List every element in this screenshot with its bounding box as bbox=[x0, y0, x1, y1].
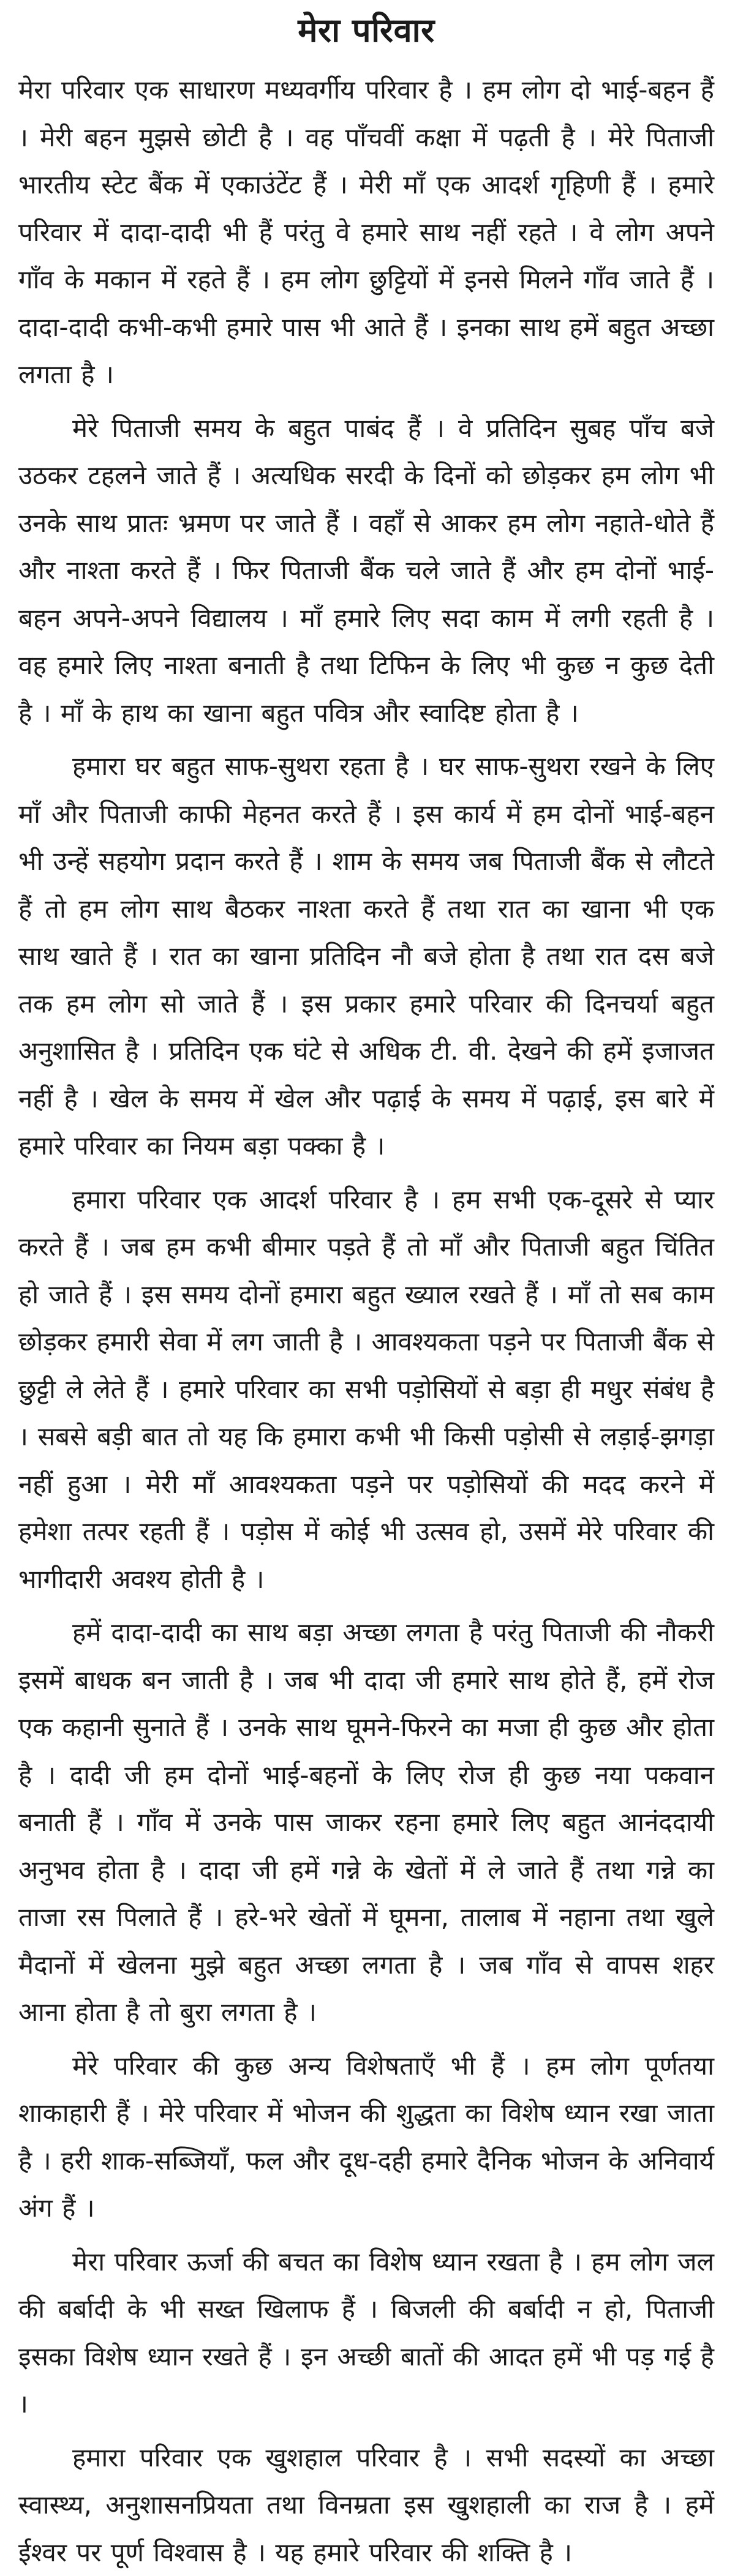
page-title: मेरा परिवार bbox=[18, 6, 714, 55]
paragraph-2: मेरे पिताजी समय के बहुत पाबंद हैं । वे प्रतिदिन सुबह पाँच बजे उठकर टहलने जाते हैं । अत्यधिक सरदी के दिनों को छोड़कर हम लोग भी उनके साथ प्रातः भ्रमण पर जाते हैं । वहाँ से आकर हम लोग नहाते-धोते हैं और नाश्ता करते हैं । फिर पिताजी बैंक चले जाते हैं और हम दोनों भाई-बहन अपने-अपने विद्यालय । माँ हमारे लिए सदा काम में लगी रहती है । वह हमारे लिए नाश्ता बनाती है तथा टिफिन के लिए भी कुछ न कुछ देती है । माँ के हाथ का खाना बहुत पवित्र और स्वादिष्ट होता है । bbox=[18, 405, 714, 737]
paragraph-3: हमारा घर बहुत साफ-सुथरा रहता है । घर साफ-सुथरा रखने के लिए माँ और पिताजी काफी मेहनत करते हैं । इस कार्य में हम दोनों भाई-बहन भी उन्हें सहयोग प्रदान करते हैं । शाम के समय जब पिताजी बैंक से लौटते हैं तो हम लोग साथ बैठकर नाश्ता करते हैं तथा रात का खाना भी एक साथ खाते हैं । रात का खाना प्रतिदिन नौ बजे होता है तथा रात दस बजे तक हम लोग सो जाते हैं । इस प्रकार हमारे परिवार की दिनचर्या बहुत अनुशासित है । प्रतिदिन एक घंटे से अधिक टी. वी. देखने की हमें इजाजत नहीं है । खेल के समय में खेल और पढ़ाई के समय में पढ़ाई, इस बारे में हमारे परिवार का नियम बड़ा पक्का है । bbox=[18, 743, 714, 1170]
paragraph-5: हमें दादा-दादी का साथ बड़ा अच्छा लगता है परंतु पिताजी की नौकरी इसमें बाधक बन जाती है । जब भी दादा जी हमारे साथ होते हैं, हमें रोज एक कहानी सुनाते हैं । उनके साथ घूमने-फिरने का मजा ही कुछ और होता है । दादी जी हम दोनों भाई-बहनों के लिए रोज ही कुछ नया पकवान बनाती हैं । गाँव में उनके पास जाकर रहना हमारे लिए बहुत आनंददायी अनुभव होता है । दादा जी हमें गन्ने के खेतों में ले जाते हैं तथा गन्ने का ताजा रस पिलाते हैं । हरे-भरे खेतों में घूमना, तालाब में नहाना तथा खुले मैदानों में खेलना मुझे बहुत अच्छा लगता है । जब गाँव से वापस शहर आना होता है तो बुरा लगता है । bbox=[18, 1609, 714, 2036]
paragraph-6: मेरे परिवार की कुछ अन्य विशेषताएँ भी हैं । हम लोग पूर्णतया शाकाहारी हैं । मेरे परिवार में भोजन की शुद्धता का विशेष ध्यान रखा जाता है । हरी शाक-सब्जियाँ, फल और दूध-दही हमारे दैनिक भोजन के अनिवार्य अंग हैं । bbox=[18, 2042, 714, 2232]
paragraph-1: मेरा परिवार एक साधारण मध्यवर्गीय परिवार है । हम लोग दो भाई-बहन हैं । मेरी बहन मुझसे छोटी है । वह पाँचवीं कक्षा में पढ़ती है । मेरे पिताजी भारतीय स्टेट बैंक में एकाउंटेंट हैं । मेरी माँ एक आदर्श गृहिणी हैं । हमारे परिवार में दादा-दादी भी हैं परंतु वे हमारे साथ नहीं रहते । वे लोग अपने गाँव के मकान में रहते हैं । हम लोग छुट्टियों में इनसे मिलने गाँव जाते हैं । दादा-दादी कभी-कभी हमारे पास भी आते हैं । इनका साथ हमें बहुत अच्छा लगता है । bbox=[18, 66, 714, 399]
paragraph-7: मेरा परिवार ऊर्जा की बचत का विशेष ध्यान रखता है । हम लोग जल की बर्बादी के भी सख्त खिलाफ हैं । बिजली की बर्बादी न हो, पिताजी इसका विशेष ध्यान रखते हैं । इन अच्छी बातों की आदत हमें भी पड़ गई है । bbox=[18, 2238, 714, 2428]
paragraph-4: हमारा परिवार एक आदर्श परिवार है । हम सभी एक-दूसरे से प्यार करते हैं । जब हम कभी बीमार पड़ते हैं तो माँ और पिताजी बहुत चिंतित हो जाते हैं । इस समय दोनों हमारा बहुत ख्याल रखते हैं । माँ तो सब काम छोड़कर हमारी सेवा में लग जाती है । आवश्यकता पड़ने पर पिताजी बैंक से छुट्टी ले लेते हैं । हमारे परिवार का सभी पड़ोसियों से बड़ा ही मधुर संबंध है । सबसे बड़ी बात तो यह कि हमारा कभी भी किसी पड़ोसी से लड़ाई-झगड़ा नहीं हुआ । मेरी माँ आवश्यकता पड़ने पर पड़ोसियों की मदद करने में हमेशा तत्पर रहती हैं । पड़ोस में कोई भी उत्सव हो, उसमें मेरे परिवार की भागीदारी अवश्य होती है । bbox=[18, 1176, 714, 1603]
paragraph-8: हमारा परिवार एक खुशहाल परिवार है । सभी सदस्यों का अच्छा स्वास्थ्य, अनुशासनप्रियता तथा विनम्रता इस खुशहाली का राज है । हमें ईश्वर पर पूर्ण विश्वास है । यह हमारे परिवार की शक्ति है । bbox=[18, 2434, 714, 2576]
